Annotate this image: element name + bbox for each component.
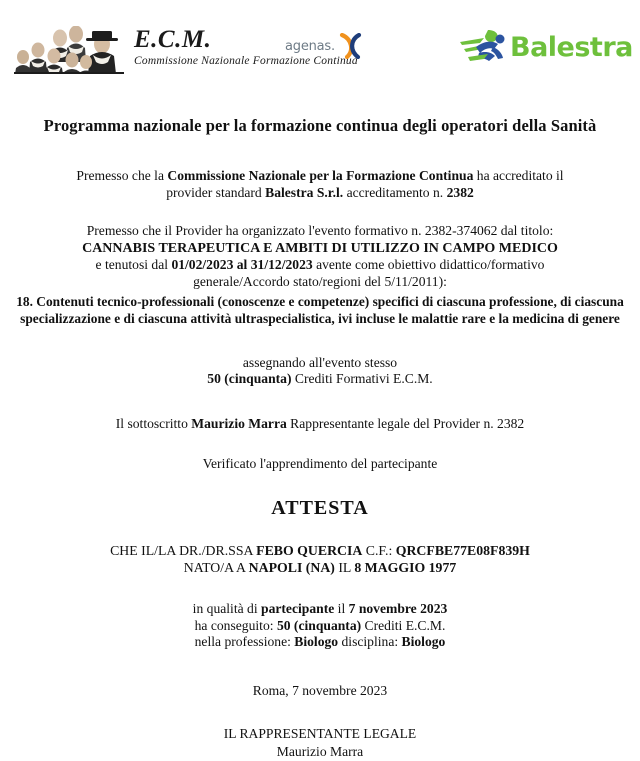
evento-titolo: CANNABIS TERAPEUTICA E AMBITI DI UTILIZZO IN CAMPO MEDICO <box>82 240 558 256</box>
professione: Biologo <box>294 634 339 650</box>
crediti-block <box>14 355 626 388</box>
luogo-data: Roma, 7 novembre 2023 <box>252 682 388 698</box>
sottoscritto-nome: Maurizio Marra <box>191 415 287 431</box>
qualita-line3-pre: nella professione: <box>194 634 295 650</box>
anagrafica-line2-pre: NATO/A A <box>183 560 249 576</box>
ruolo-partecipante: partecipante <box>261 600 335 616</box>
ecm-subtitle: Commissione Nazionale Formazione Continua <box>134 55 358 67</box>
sottoscritto-pre: Il sottoscritto <box>115 415 192 431</box>
obiettivo-block: 18. Contenuti tecnico-professionali (conoscenze e competenze) specifici di ciascuna professione, di ciascuna specializzazione e di ciascuna attività ultraspecialistica, ivi incluse le malattie rare e la medicina di genere <box>16 293 624 326</box>
balestra-wordmark: Balestra <box>510 31 633 63</box>
ecm-portrait-svg <box>14 26 124 74</box>
disciplina: Biologo <box>401 634 446 650</box>
premessa-block <box>14 168 626 201</box>
data-partecipazione: 7 novembre 2023 <box>348 600 448 616</box>
codice-fiscale: QRCFBE77E08F839H <box>395 542 530 558</box>
premessa-provider: Balestra S.r.l. <box>265 184 344 200</box>
premessa-line1-post: ha accreditato il <box>473 168 564 183</box>
ecm-group-portrait-image <box>14 26 124 74</box>
evento-numero: 2382-374062 <box>424 223 498 239</box>
balestra-runner-icon <box>458 27 516 67</box>
firma-nome: Maurizio Marra <box>276 744 364 760</box>
premessa-line1-pre: Premesso che la <box>76 168 168 183</box>
evento-line1-pre: Premesso che il Provider ha organizzato l'evento formativo n. <box>86 223 425 239</box>
balestra-logo <box>458 27 633 67</box>
balestra-runner-svg <box>458 27 516 67</box>
crediti-conseguiti: 50 (cinquanta) <box>276 617 362 633</box>
evento-line4: generale/Accordo stato/regioni del 5/11/2011): <box>193 273 447 289</box>
evento-line3-post: avente come obiettivo didattico/formativo <box>312 257 545 273</box>
firma-ruolo: IL RAPPRESENTANTE LEGALE <box>223 726 417 742</box>
qualita-line2-pre: ha conseguito: <box>194 617 277 633</box>
crediti-line2-post: Crediti Formativi E.C.M. <box>291 371 433 387</box>
crediti-line1: assegnando all'evento stesso <box>242 354 398 370</box>
firma-block <box>14 725 626 761</box>
premessa-accreditamento-num: 2382 <box>446 184 474 200</box>
evento-line1-post: dal titolo: <box>497 223 554 239</box>
anagrafica-line2-mid: IL <box>334 560 355 576</box>
premessa-commissione: Commissione Nazionale per la Formazione Continua <box>167 168 474 183</box>
agenas-mark-icon <box>338 33 364 59</box>
qualita-block <box>14 601 626 651</box>
partecipante-nome: FEBO QUERCIA <box>256 542 363 558</box>
agenas-arc-icon <box>338 33 364 59</box>
ecm-title: E.C.M. <box>134 26 212 53</box>
premessa-line2-pre: provider standard <box>166 184 266 200</box>
evento-block <box>14 223 626 290</box>
sottoscritto-block <box>14 416 626 433</box>
document-header <box>0 0 640 78</box>
crediti-valore: 50 (cinquanta) <box>207 371 292 387</box>
data-nascita: 8 MAGGIO 1977 <box>354 560 457 576</box>
verificato-block: Verificato l'apprendimento del partecipante <box>202 456 438 472</box>
sottoscritto-post: Rappresentante legale del Provider n. 2382 <box>286 415 525 431</box>
premessa-line2-mid: accreditamento n. <box>343 184 447 200</box>
agenas-wordmark: agenas. <box>285 38 335 54</box>
qualita-line2-post: Crediti E.C.M. <box>361 617 446 633</box>
anagrafica-block <box>14 542 626 577</box>
evento-periodo: 01/02/2023 al 31/12/2023 <box>171 257 313 273</box>
attesta-heading: ATTESTA <box>271 496 369 519</box>
page-title: Programma nazionale per la formazione continua degli operatori della Sanità <box>43 116 597 135</box>
anagrafica-line1-pre: CHE IL/LA DR./DR.SSA <box>110 542 257 558</box>
luogo-nascita: NAPOLI (NA) <box>248 560 335 576</box>
qualita-line1-pre: in qualità di <box>192 600 262 616</box>
agenas-logo <box>285 33 364 59</box>
qualita-line3-mid: disciplina: <box>338 634 402 650</box>
evento-line3-pre: e tenutosi dal <box>95 257 172 273</box>
qualita-line1-mid: il <box>334 600 349 616</box>
cf-label: C.F.: <box>362 542 396 558</box>
